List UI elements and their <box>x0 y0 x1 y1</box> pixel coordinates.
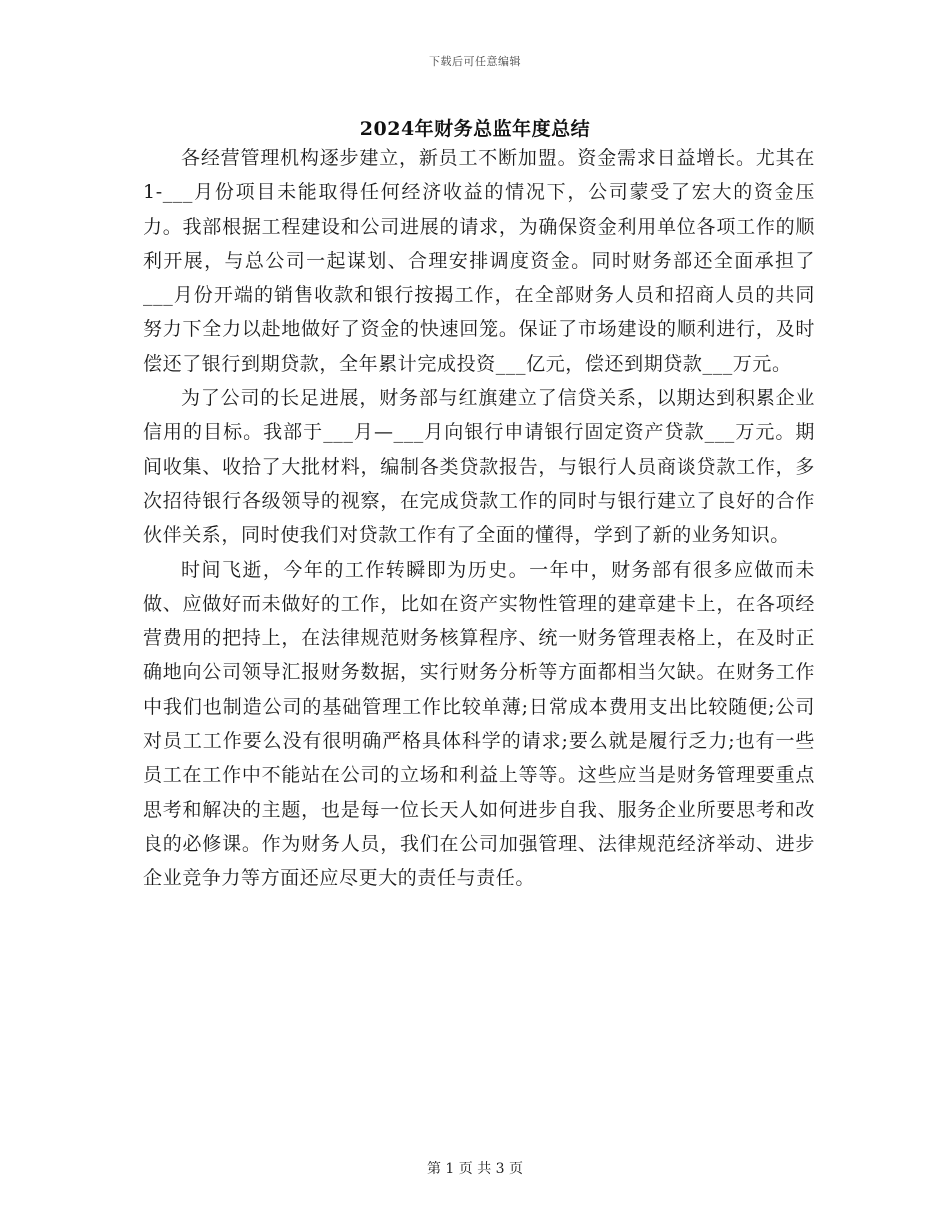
header-note: 下载后可任意编辑 <box>429 55 521 68</box>
paragraph-credit: 为了公司的长足进展，财务部与红旗建立了信贷关系，以期达到积累企业信用的目标。我部于___月—___月向银行申请银行固定资产贷款___万元。期间收集、收拾了大批材料，编制各类贷款报告，与银行人员商谈贷款工作，多次招待银行各级领导的视察，在完成贷款工作的同时与银行建立了良好的合作伙伴关系，同时使我们对贷款工作有了全面的懂得，学到了新的业务知识。 <box>143 387 815 547</box>
paragraph-review: 时间飞逝，今年的工作转瞬即为历史。一年中，财务部有很多应做而未做、应做好而未做好的工作，比如在资产实物性管理的建章建卡上，在各项经营费用的把持上，在法律规范财务核算程序、统一财务管理表格上，在及时正确地向公司领导汇报财务数据，实行财务分析等方面都相当欠缺。在财务工作中我们也制造公司的基础管理工作比较单薄;日常成本费用支出比较随便;公司对员工工作要么没有很明确严格具体科学的请求;要么就是履行乏力;也有一些员工在工作中不能站在公司的立场和利益上等等。这些应当是财务管理要重点思考和解决的主题，也是每一位长天人如何进步自我、服务企业所要思考和改良的必修课。作为财务人员，我们在公司加强管理、法律规范经济举动、进步企业竞争力等方面还应尽更大的责任与责任。 <box>143 558 815 890</box>
page-number: 第 1 页 共 3 页 <box>426 1161 524 1177</box>
paragraph-funding: 各经营管理机构逐步建立，新员工不断加盟。资金需求日益增长。尤其在1-___月份项目未能取得任何经济收益的情况下，公司蒙受了宏大的资金压力。我部根据工程建设和公司进展的请求，为确保资金利用单位各项工作的顺利开展，与总公司一起谋划、合理安排调度资金。同时财务部还全面承担了___月份开端的销售收款和银行按揭工作，在全部财务人员和招商人员的共同努力下全力以赴地做好了资金的快速回笼。保证了市场建设的顺利进行，及时偿还了银行到期贷款，全年累计完成投资___亿元，偿还到期贷款___万元。 <box>143 147 815 375</box>
document-body <box>143 141 815 896</box>
document-title: 2024年财务总监年度总结 <box>359 118 591 140</box>
